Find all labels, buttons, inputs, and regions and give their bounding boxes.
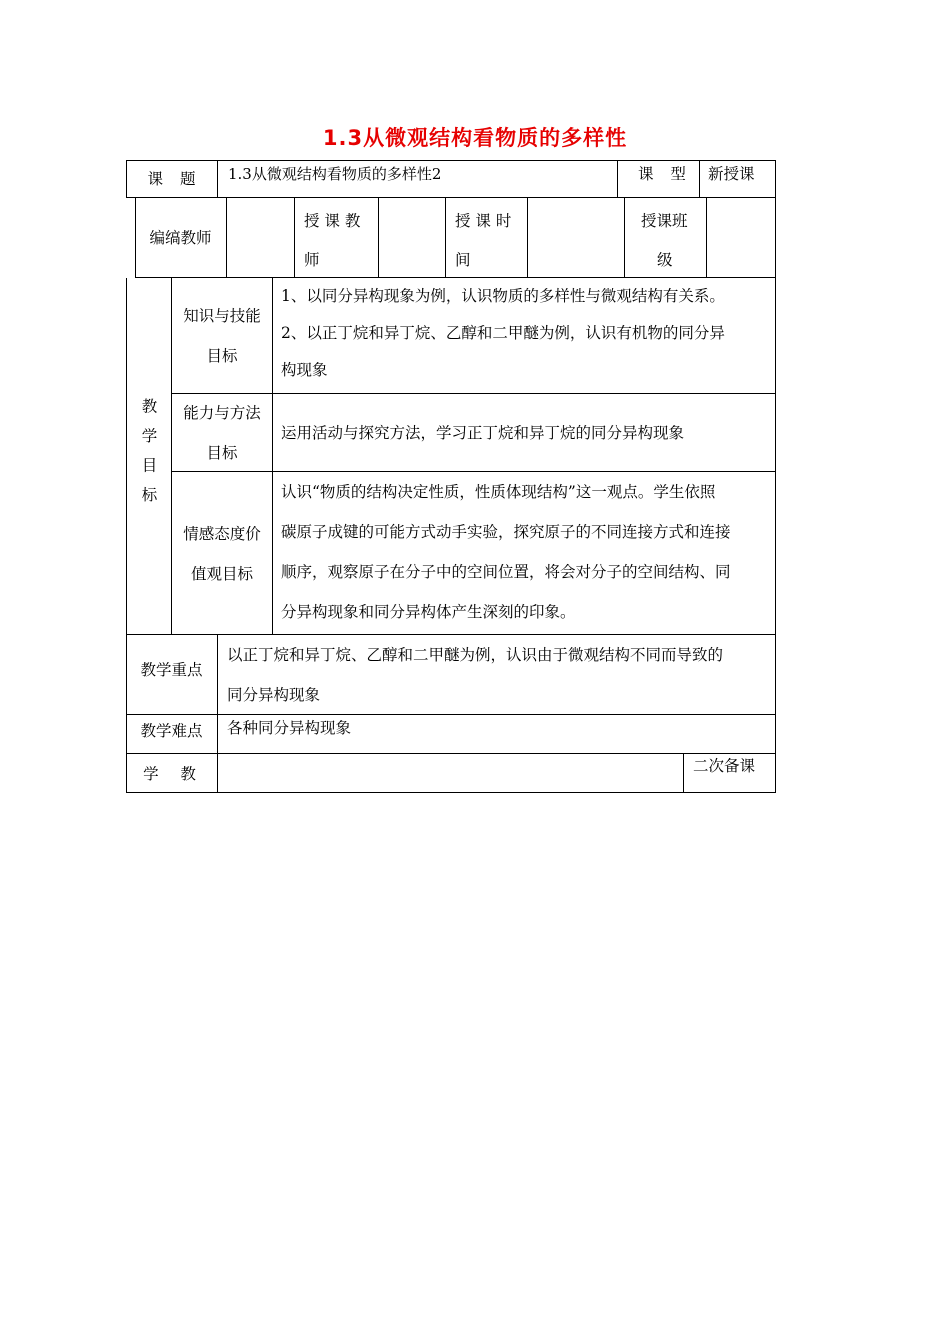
key-points-label: 教学重点: [126, 635, 218, 715]
knowledge-line: 1、以同分异构现象为例，认识物质的多样性与微观结构有关系。: [281, 287, 725, 305]
ability-content: [273, 394, 776, 472]
label-time: [446, 198, 528, 278]
label-type: 课 型: [618, 160, 700, 198]
label-time-line2: 间: [455, 251, 471, 269]
key-points-line: 以正丁烷和异丁烷、乙醇和二甲醚为例，认识由于微观结构不同而导致的: [227, 646, 724, 664]
editor-value: [227, 198, 295, 278]
knowledge-line: 构现象: [281, 361, 328, 379]
label-topic: 课 题: [126, 160, 218, 198]
time-value: [528, 198, 625, 278]
type-value: 新授课: [708, 165, 755, 183]
label-class: [625, 198, 707, 278]
label-class-line1: 授课班: [641, 212, 688, 230]
emotion-line: 认识“物质的结构决定性质，性质体现结构”这一观点。学生依照: [281, 483, 716, 501]
class-value: [707, 198, 776, 278]
difficulties-label: 教学难点: [126, 715, 218, 754]
emotion-label-line1: 情感态度价: [183, 524, 261, 543]
label-class-line2: 级: [657, 251, 673, 269]
objectives-group-label: 教学目标: [126, 278, 172, 635]
second-prep-label: 二次备课: [693, 757, 756, 775]
emotion-content: [273, 472, 776, 635]
knowledge-content: [273, 278, 776, 394]
study-teach-content: [218, 754, 684, 793]
knowledge-label: [172, 278, 273, 394]
label-time-line1: 授 课 时: [455, 212, 512, 230]
teacher-value: [379, 198, 446, 278]
topic-value: 1.3从微观结构看物质的多样性2: [218, 160, 618, 198]
difficulties-content: 各种同分异构现象: [227, 719, 352, 737]
study-teach-label: 学 教: [126, 754, 218, 793]
key-points-content: [218, 635, 776, 715]
ability-line: 运用活动与探究方法，学习正丁烷和异丁烷的同分异构现象: [281, 423, 685, 442]
emotion-line: 顺序，观察原子在分子中的空间位置，将会对分子的空间结构、同: [281, 563, 731, 581]
emotion-line: 碳原子成键的可能方式动手实验，探究原子的不同连接方式和连接: [281, 523, 731, 541]
page-title: 1.3从微观结构看物质的多样性: [322, 126, 628, 150]
ability-label-line2: 目标: [206, 443, 238, 462]
ability-label-line1: 能力与方法: [183, 403, 261, 422]
knowledge-label-line1: 知识与技能: [183, 306, 261, 325]
label-teacher-line2: 师: [304, 251, 320, 269]
label-teacher-line1: 授 课 教: [304, 212, 361, 230]
label-editor: 编缟教师: [135, 198, 227, 278]
emotion-label-line2: 值观目标: [190, 564, 253, 583]
knowledge-line: 2、以正丁烷和异丁烷、乙醇和二甲醚为例，认识有机物的同分异: [281, 324, 725, 342]
key-points-line: 同分异构现象: [227, 686, 321, 704]
ability-label: [172, 394, 273, 472]
label-teacher: [295, 198, 379, 278]
emotion-label: [172, 472, 273, 635]
knowledge-label-line2: 目标: [206, 346, 238, 365]
emotion-line: 分异构现象和同分异构体产生深刻的印象。: [281, 603, 576, 621]
